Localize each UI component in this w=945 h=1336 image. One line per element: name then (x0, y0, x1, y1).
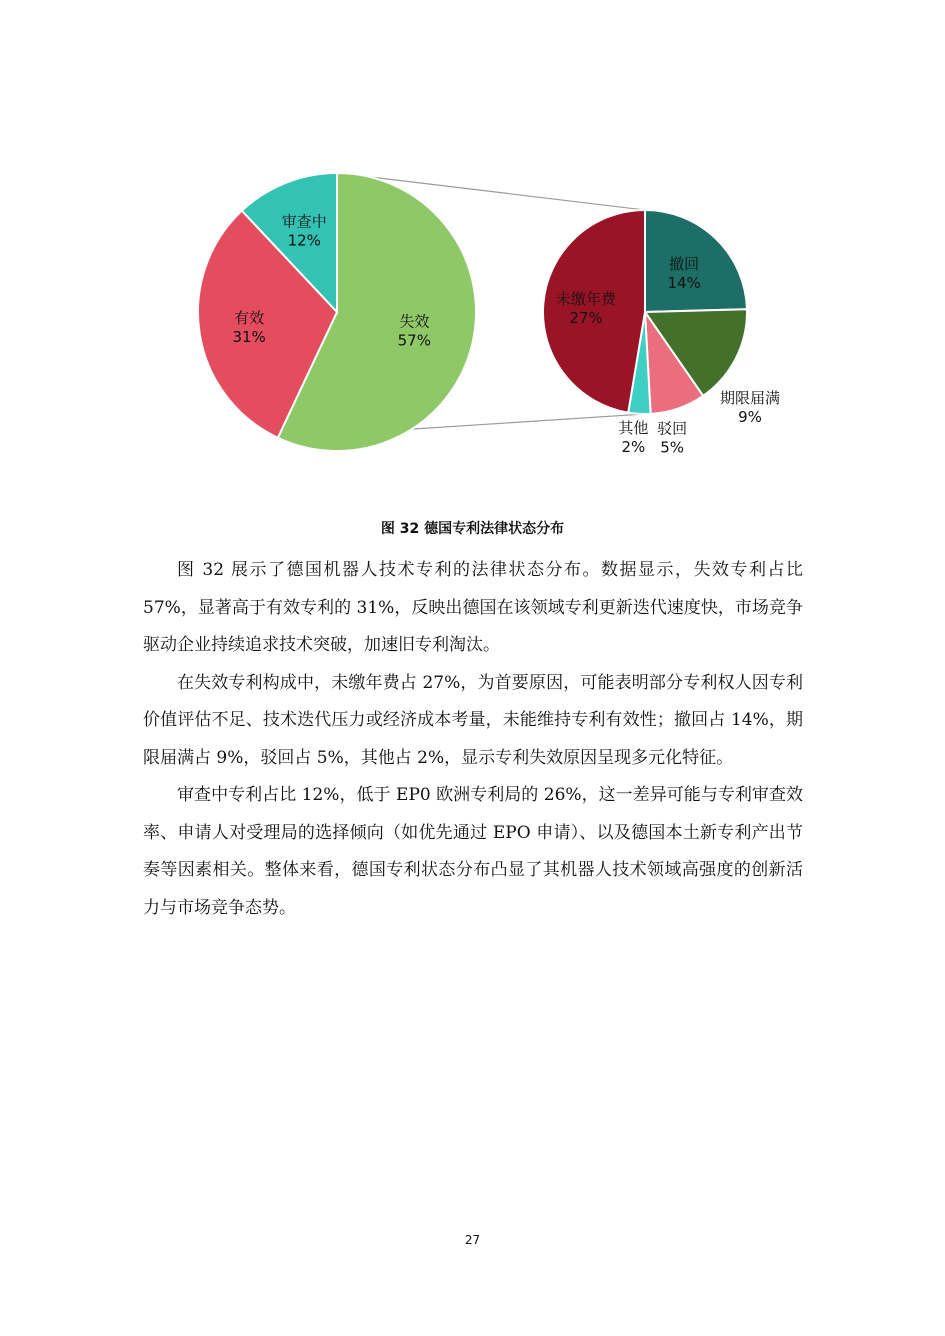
main-label-category: 失效 (399, 312, 430, 331)
body-text (143, 552, 803, 927)
detail-label-value: 2% (621, 437, 646, 456)
figure-caption: 图 32 德国专利法律状态分布 (380, 521, 565, 537)
label-e9a9b3e59b9e (657, 419, 687, 456)
page-number: 27 (464, 1233, 481, 1247)
label-e69c9fe99990e5b18ae6bba1 (720, 389, 780, 426)
main-label-category: 审查中 (281, 212, 327, 231)
detail-label-category: 未缴年费 (556, 290, 617, 309)
main-label-value: 12% (287, 231, 321, 250)
detail-label-value: 9% (738, 408, 762, 427)
label-e692a4e59b9e (667, 255, 700, 292)
pie-of-pie-chart (140, 160, 805, 500)
label-e585b6e4bb96 (618, 419, 648, 456)
label-e5aea1e69fa5e4b8ad (282, 212, 327, 249)
label-e69c89e69588 (232, 309, 265, 346)
detail-label-value: 5% (660, 438, 685, 457)
paragraph-1: 图 32 展示了德国机器人技术专利的法律状态分布。数据显示，失效专利占比 57%，显著高于有效专利的 31%，反映出德国在该领域专利更新迭代速度快，市场竞争驱动企业持续追求技术突破，加速旧专利淘汰。 (143, 560, 803, 655)
paragraph-2: 在失效专利构成中，未缴年费占 27%，为首要原因，可能表明部分专利权人因专利价值评估不足、技术迭代压力或经济成本考量，未能维持专利有效性；撤回占 14%，期限届满占 9%，驳回占 5%，其他占 2%，显示专利失效原因呈现多元化特征。 (143, 672, 803, 768)
detail-label-category: 其他 (618, 418, 649, 437)
detail-label-value: 27% (569, 309, 603, 328)
detail-label-value: 14% (667, 273, 701, 292)
main-label-value: 57% (397, 331, 431, 350)
label-e5a4b1e69588 (398, 312, 431, 349)
main-label-value: 31% (232, 327, 266, 346)
detail-label-category: 期限届满 (720, 389, 781, 408)
detail-label-category: 撤回 (669, 254, 700, 273)
main-label-category: 有效 (234, 308, 265, 327)
paragraph-3: 审查中专利占比 12%，低于 EP0 欧洲专利局的 26%，这一差异可能与专利审查效率、申请人对受理局的选择倾向（如优先通过 EPO 申请）、以及德国本土新专利产出节奏等因素相关。整体来看，德国专利状态分布凸显了其机器人技术领域高强度的创新活力与市场竞争态势。 (143, 785, 803, 918)
detail-label-category: 驳回 (657, 419, 688, 438)
